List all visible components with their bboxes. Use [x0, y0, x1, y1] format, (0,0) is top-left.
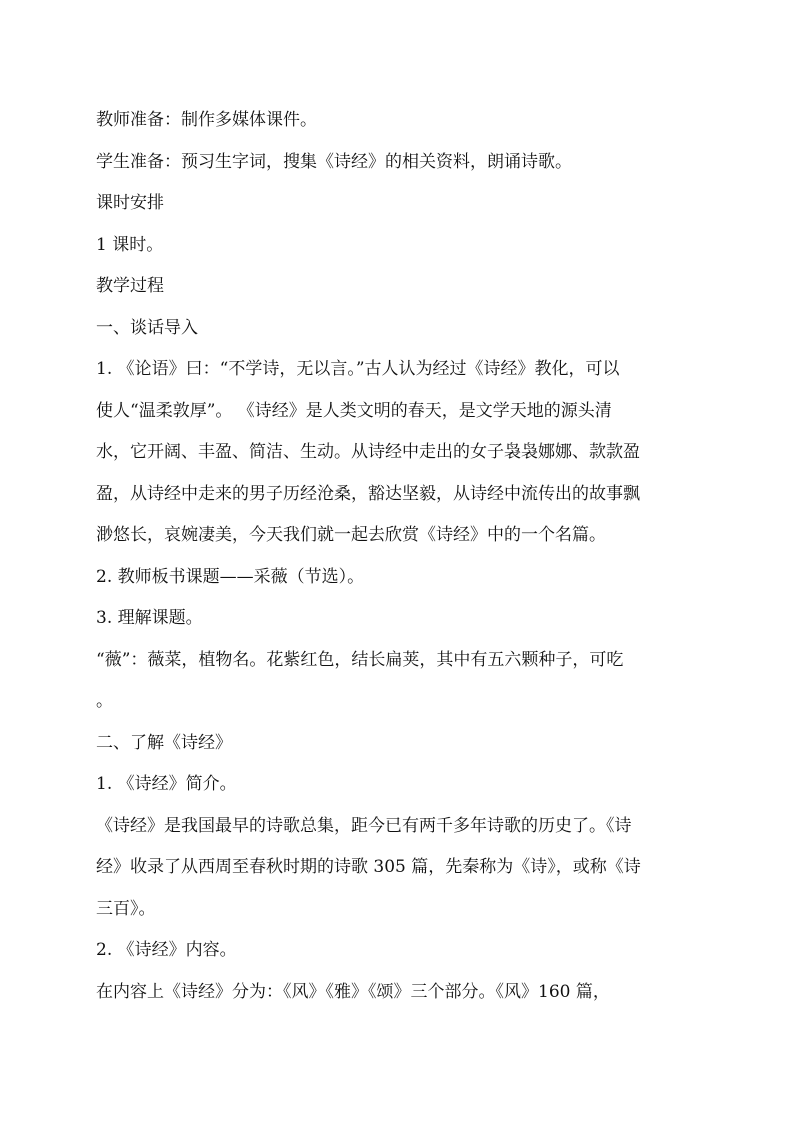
numbered-item: 1. 《诗经》简介。 [96, 774, 237, 794]
paragraph-line: 1. 《论语》曰：“不学诗，无以言。”古人认为经过《诗经》教化，可以 [96, 359, 620, 379]
numbered-item: 2. 《诗经》内容。 [96, 940, 237, 960]
section-two-heading: 二、了解《诗经》 [96, 732, 232, 753]
document-body [96, 100, 700, 1013]
paragraph-line: 在内容上《诗经》分为：《风》《雅》《颂》三个部分。《风》160 篇， [96, 981, 610, 1002]
definition-line: “薇”：薇菜，植物名。花紫红色，结长扁荚，其中有五六颗种子，可吃 [96, 649, 624, 670]
teacher-preparation-line: 教师准备：制作多媒体课件。 [96, 110, 317, 130]
paragraph-line: 《诗经》是我国最早的诗歌总集，距今已有两千多年诗歌的历史了。《诗 [96, 815, 632, 836]
paragraph-line: 渺悠长，哀婉凄美，今天我们就一起去欣赏《诗经》中的一个名篇。 [96, 525, 606, 545]
numbered-item: 2. 教师板书课题——采薇（节选）。 [96, 566, 365, 587]
section-one-heading: 一、谈话导入 [96, 317, 198, 338]
paragraph-line: 三百》。 [96, 898, 156, 919]
paragraph-line: 盈，从诗经中走来的男子历经沧桑，豁达坚毅，从诗经中流传出的故事飘 [96, 483, 640, 504]
numbered-item: 3. 理解课题。 [96, 608, 203, 628]
schedule-heading: 课时安排 [96, 193, 164, 213]
schedule-value: 1 课时。 [96, 234, 164, 255]
paragraph-line: 使人“温柔敦厚”。 《诗经》是人类文明的春天，是文学天地的源头清 [96, 400, 612, 421]
teaching-process-heading: 教学过程 [96, 276, 164, 296]
student-preparation-line: 学生准备：预习生字词，搜集《诗经》的相关资料，朗诵诗歌。 [96, 151, 572, 172]
paragraph-line: 水，它开阔、丰盈、简洁、生动。从诗经中走出的女子袅袅娜娜、款款盈 [96, 442, 640, 462]
definition-line-end: 。 [96, 691, 113, 711]
paragraph-line: 经》收录了从西周至春秋时期的诗歌 305 篇，先秦称为《诗》，或称《诗 [96, 857, 641, 877]
